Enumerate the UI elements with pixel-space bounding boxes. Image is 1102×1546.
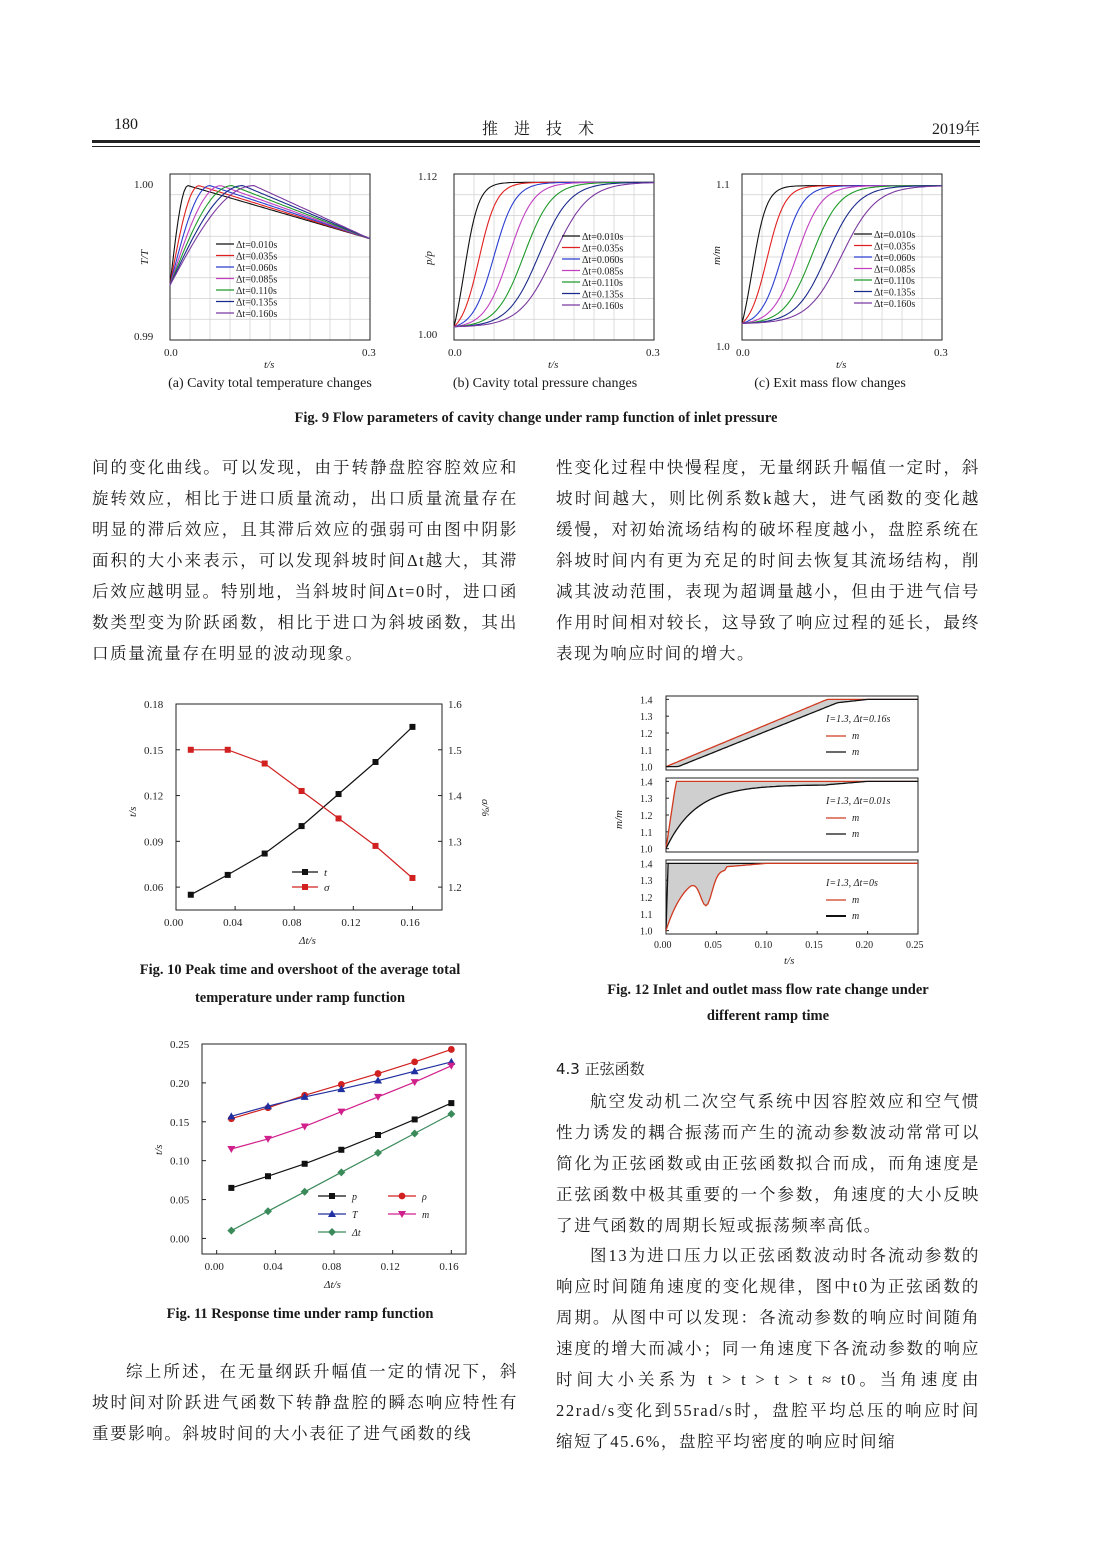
legend-label: Δt=0.010s — [582, 232, 624, 243]
y-axis-label: t/s — [127, 806, 139, 817]
fig10-caption-line1: Fig. 10 Peak time and overshoot of the average total — [139, 962, 461, 978]
y-tick-label: 0.10 — [170, 1155, 190, 1168]
panel-label: I=1.3, Δt=0s — [826, 878, 878, 889]
y-tick-label: 1.00 — [134, 179, 154, 191]
x-tick-label: 0.10 — [754, 940, 773, 951]
legend-label: m — [852, 747, 860, 758]
y-tick-label: 1.4 — [448, 790, 462, 803]
y-tick-label: 1.2 — [448, 882, 462, 895]
data-point — [447, 1110, 455, 1118]
legend-label: Δt — [352, 1228, 361, 1239]
x-tick-label: 0.20 — [855, 940, 874, 951]
y-tick-label: 1.0 — [640, 762, 653, 774]
legend-label: Δt=0.060s — [874, 253, 916, 264]
legend-marker — [302, 884, 308, 890]
x-axis-label: Δt/s — [324, 1279, 341, 1291]
legend-label: m — [852, 813, 860, 824]
data-point — [373, 843, 379, 849]
legend-label: Δt=0.035s — [582, 243, 624, 255]
x-tick-label: 0.00 — [204, 1261, 224, 1273]
data-point — [264, 1207, 272, 1215]
y-axis-label: t/s — [153, 1144, 165, 1155]
panel-frame — [666, 696, 918, 770]
paragraph-right-3: 图13为进口压力以正弦函数波动时各流动参数的响应时间随角速度的变化规律，图中t0为正弦函数的周期。从图中可以发现：各流动参数的响应时间随角速度的增大而减小；同一角速度下各流动参数的响应时间大小关系为 t > t > t > t ≈ t0。当角速度由22rad/s变化到55rad/s时，盘腔平均总压的响应时间缩短了45.6%，盘腔平均密度的响应时间缩 — [556, 1246, 980, 1451]
fig9-panels — [92, 160, 972, 410]
data-point — [188, 747, 194, 753]
x-axis-label: Δt/s — [299, 935, 316, 947]
legend-label: Δt=0.135s — [582, 289, 624, 301]
legend-label: σ — [324, 882, 330, 894]
y-tick-label: 1.0 — [640, 844, 653, 856]
data-point — [328, 1228, 336, 1236]
y-tick-label: 1.5 — [448, 744, 462, 757]
data-point — [411, 1058, 418, 1065]
legend-label: Δt=0.010s — [874, 230, 916, 241]
legend-label: Δt=0.160s — [582, 301, 624, 312]
y-tick-label: 1.2 — [640, 811, 653, 822]
y-tick-label: 1.2 — [640, 893, 653, 904]
header-rule — [92, 140, 980, 143]
fig10-caption-line2: temperature under ramp function — [194, 990, 406, 1006]
y-tick-label: 0.25 — [170, 1039, 190, 1051]
section-heading: 4.3 正弦函数 — [556, 1060, 645, 1078]
data-point — [447, 1063, 455, 1070]
x-tick-label: 0.05 — [704, 940, 722, 951]
journal-title: 推 进 技 术 — [482, 121, 601, 138]
data-point — [329, 1193, 335, 1199]
legend-label: Δt=0.035s — [236, 251, 278, 263]
paragraph-left-2: 综上所述，在无量纲跃升幅值一定的情况下，斜坡时间对阶跃进气函数下转静盘腔的瞬态响应特性有重要影响。斜坡时间的大小表征了进气函数的线 — [92, 1362, 518, 1443]
x-tick-label: 0.0 — [736, 347, 750, 359]
x-axis-label: t/s — [836, 359, 847, 371]
y-tick-label: 1.4 — [640, 859, 653, 871]
y-axis-label: m/m — [711, 246, 723, 265]
x-tick-label: 0.15 — [805, 940, 823, 951]
x-tick-label: 0.3 — [934, 347, 948, 359]
x-tick-label: 0.0 — [448, 347, 462, 359]
year: 2019年 — [931, 121, 980, 138]
y-tick-label: 1.1 — [640, 827, 653, 839]
x-axis-label: t/s — [784, 955, 795, 967]
data-point — [409, 724, 415, 730]
panel-label: I=1.3, Δt=0.01s — [826, 796, 891, 807]
x-tick-label: 0.16 — [439, 1261, 459, 1273]
fig10-chart — [110, 690, 510, 960]
data-point — [262, 851, 268, 857]
lag-area — [666, 863, 918, 930]
fig12-caption-line1: Fig. 12 Inlet and outlet mass flow rate change under — [607, 982, 929, 998]
data-point — [299, 788, 305, 794]
y-tick-label: 1.00 — [418, 329, 438, 341]
x-tick-label: 0.0 — [164, 347, 178, 359]
fig11-plot — [153, 1039, 466, 1291]
data-point — [188, 892, 194, 898]
legend-label: Δt=0.160s — [236, 309, 278, 320]
data-point — [448, 1100, 454, 1106]
x-tick-label: 0.3 — [646, 347, 660, 359]
data-point — [411, 1129, 419, 1137]
lag-area — [666, 781, 918, 848]
legend-label: Δt=0.085s — [236, 274, 278, 286]
legend-label: m — [852, 829, 860, 840]
data-point — [373, 759, 379, 765]
y-tick-label: 0.12 — [144, 790, 164, 803]
data-point — [227, 1146, 235, 1153]
data-point — [225, 747, 231, 753]
x-tick-label: 0.16 — [400, 917, 420, 929]
data-point — [265, 1173, 271, 1179]
legend-label: Δt=0.135s — [236, 297, 278, 309]
y-tick-label: 0.05 — [170, 1194, 190, 1207]
data-point — [228, 1185, 234, 1191]
y-tick-label: 0.20 — [170, 1077, 190, 1090]
y-tick-label: 1.2 — [640, 729, 653, 740]
y-axis-label: T/T — [139, 249, 151, 265]
fig10-plot — [127, 699, 491, 947]
y-tick-label: 1.3 — [640, 876, 653, 888]
x-tick-label: 0.3 — [362, 347, 376, 359]
x-tick-label: 0.08 — [322, 1261, 342, 1273]
x-tick-label: 0.12 — [380, 1261, 400, 1273]
x-tick-label: 0.00 — [654, 940, 672, 951]
legend-label: ρ — [422, 1192, 427, 1203]
legend-label: Δt=0.160s — [874, 299, 916, 310]
data-point — [409, 875, 415, 881]
y-tick-label: 0.15 — [170, 1116, 190, 1129]
y-axis-label: σ/% — [479, 799, 491, 817]
y-tick-label: 0.18 — [144, 699, 164, 711]
legend-label: Δt=0.135s — [874, 287, 916, 299]
fig9a-plot — [134, 174, 376, 371]
paragraph-left-1: 间的变化曲线。可以发现，由于转静盘腔容腔效应和旋转效应，相比于进口质量流动，出口质量流量存在明显的滞后效应，且其滞后效应的强弱可由图中阴影面积的大小来表示，可以发现斜坡时间Δt越大，其滞后效应越明显。特别地，当斜坡时间Δt=0时，进口函数类型变为阶跃函数，相比于进口为斜坡函数，其出口质量流量存在明显的波动现象。 — [92, 458, 518, 663]
y-tick-label: 1.3 — [640, 794, 653, 806]
data-point — [301, 1188, 309, 1196]
fig9-caption: Fig. 9 Flow parameters of cavity change under ramp function of inlet pressure — [294, 410, 778, 426]
y-tick-label: 0.00 — [170, 1233, 190, 1246]
data-point — [302, 1161, 308, 1167]
legend-label: Δt=0.035s — [874, 241, 916, 253]
data-point — [448, 1046, 455, 1053]
y-tick-label: 1.4 — [640, 777, 653, 789]
data-point — [412, 1116, 418, 1122]
x-axis-label: t/s — [264, 359, 275, 371]
plot-frame — [176, 704, 442, 910]
legend-label: m — [422, 1210, 430, 1221]
y-tick-label: 1.1 — [640, 909, 653, 921]
y-axis-label: p/p — [423, 250, 435, 265]
y-tick-label: 0.06 — [144, 882, 164, 895]
data-point — [299, 823, 305, 829]
legend-label: Δt=0.060s — [236, 263, 278, 274]
data-point — [337, 1168, 345, 1176]
fig9b-subcaption: (b) Cavity total pressure changes — [452, 376, 638, 391]
legend-label: p — [352, 1192, 357, 1203]
x-tick-label: 0.04 — [263, 1261, 283, 1273]
plot-frame — [202, 1044, 466, 1254]
y-tick-label: 0.99 — [134, 331, 154, 343]
header-rule-thin — [92, 146, 980, 147]
legend-marker — [302, 869, 308, 875]
y-tick-label: 1.1 — [716, 179, 730, 191]
fig9c-plot — [711, 174, 948, 371]
fig12-plot — [613, 695, 924, 967]
y-tick-label: 1.3 — [448, 836, 462, 849]
legend-label: Δt=0.060s — [582, 255, 624, 266]
fig12-chart — [590, 690, 950, 975]
data-point — [375, 1070, 382, 1077]
legend-label: Δt=0.085s — [874, 264, 916, 276]
x-tick-label: 0.00 — [164, 917, 184, 929]
y-tick-label: 1.0 — [640, 926, 653, 938]
legend-label: T — [352, 1210, 358, 1221]
data-point — [374, 1149, 382, 1157]
x-tick-label: 0.08 — [282, 917, 302, 929]
x-tick-label: 0.12 — [341, 917, 361, 929]
y-tick-label: 1.4 — [640, 695, 653, 707]
fig9a-subcaption: (a) Cavity total temperature changes — [168, 376, 372, 391]
data-point — [336, 791, 342, 797]
fig12-caption-line2: different ramp time — [706, 1008, 830, 1024]
data-point — [336, 815, 342, 821]
y-tick-label: 1.12 — [418, 171, 438, 183]
fig9b-plot — [418, 171, 660, 371]
legend-label: Δt=0.110s — [236, 286, 277, 297]
legend-label: Δt=0.085s — [582, 266, 624, 278]
series-line — [666, 699, 918, 766]
legend-label: m — [852, 911, 860, 922]
legend-label: m — [852, 731, 860, 742]
x-axis-label: t/s — [548, 359, 559, 371]
y-tick-label: 1.6 — [448, 699, 462, 711]
paragraph-right-2: 航空发动机二次空气系统中因容腔效应和空气惯性力诱发的耦合振荡而产生的流动参数波动常常可以简化为正弦函数或由正弦函数拟合而成，而角速度是正弦函数中极其重要的一个参数，角速度的大小反映了进气函数的周期长短或振荡频率高低。 — [556, 1092, 980, 1235]
y-tick-label: 0.15 — [144, 744, 164, 757]
data-point — [227, 1227, 235, 1235]
legend-label: Δt=0.110s — [582, 278, 623, 289]
paragraph-right-1: 性变化过程中快慢程度，无量纲跃升幅值一定时，斜坡时间越大，则比例系数k越大，进气函数的变化越缓慢，对初始流场结构的破坏程度越小，盘腔系统在斜坡时间内有更为充足的时间去恢复其流场结构，削减其波动范围，表现为超调量越小，但由于进气信号作用时间相对较长，这导致了响应过程的延长，最终表现为响应时间的增大。 — [556, 458, 980, 663]
legend-label: m — [852, 895, 860, 906]
data-point — [262, 761, 268, 767]
fig11-chart — [130, 1030, 490, 1300]
data-point — [399, 1193, 406, 1200]
legend-label: Δt=0.110s — [874, 276, 915, 287]
page-number: 180 — [114, 116, 138, 133]
y-tick-label: 1.0 — [716, 341, 730, 353]
legend-label: Δt=0.010s — [236, 240, 278, 251]
x-tick-label: 0.25 — [906, 940, 924, 951]
y-tick-label: 1.1 — [640, 745, 653, 757]
legend-label: t — [324, 867, 328, 879]
data-point — [338, 1147, 344, 1153]
data-point — [375, 1132, 381, 1138]
series-line — [191, 727, 413, 895]
y-tick-label: 0.09 — [144, 836, 164, 849]
x-tick-label: 0.04 — [223, 917, 243, 929]
panel-label: I=1.3, Δt=0.16s — [826, 714, 891, 725]
data-point — [225, 872, 231, 878]
series-line — [191, 750, 413, 878]
fig9c-subcaption: (c) Exit mass flow changes — [754, 376, 906, 391]
y-tick-label: 1.3 — [640, 712, 653, 724]
fig11-caption: Fig. 11 Response time under ramp function — [166, 1306, 434, 1322]
y-axis-label: m/m — [613, 810, 625, 829]
